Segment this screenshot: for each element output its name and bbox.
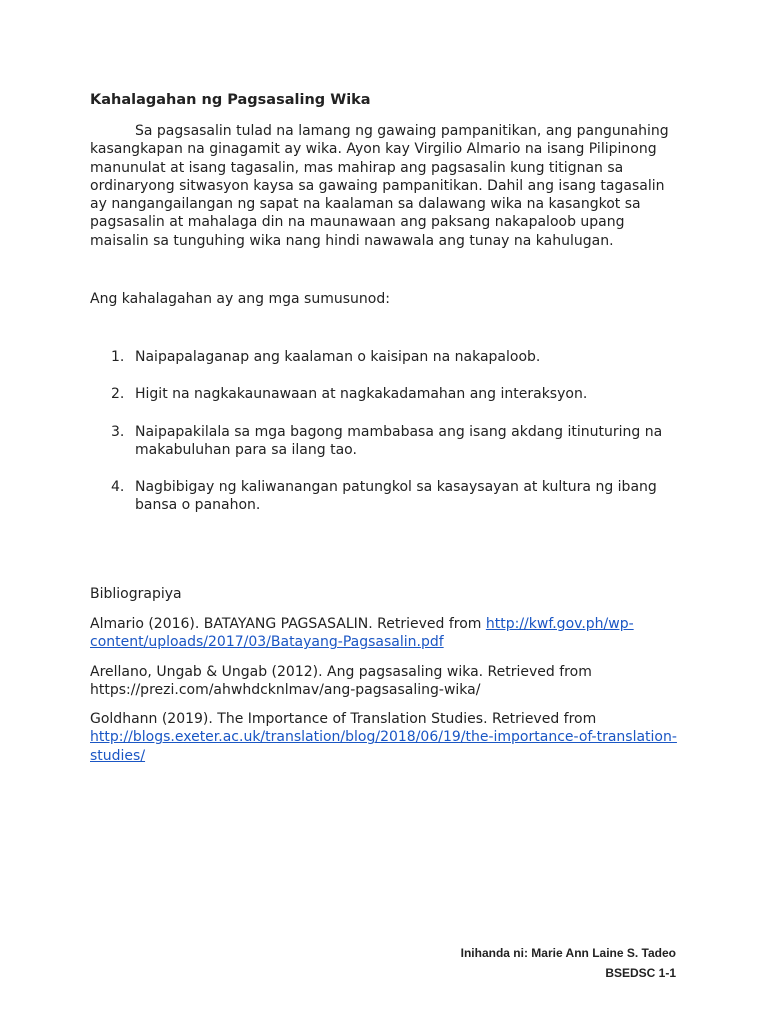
list-item-text: Nagbibigay ng kaliwanangan patungkol sa kasaysayan at kultura ng ibang bansa o panahon. (135, 479, 657, 514)
list-item (90, 385, 680, 403)
list-item-text: Higit na nagkakaunawaan at nagkakadamahan ang interaksyon. (135, 386, 588, 403)
list-item (90, 348, 680, 366)
intro-paragraph: Sa pagsasalin tulad na lamang ng gawaing pampanitikan, ang pangunahing kasangkapan na ginagamit ay wika. Ayon kay Virgilio Almario na isang Pilipinong manunulat at isang tagasalin, mas mahirap ang pagsasalin kung titignan sa ordinaryong sitwasyon kaysa sa gawaing pampanitikan. Dahil ang isang tagasalin ay nangangailangan ng sapat na kaalaman sa dalawang wika na kasangkot sa pagsasalin at mahalaga din na maunawaan ang paksang nakapaloob upang maisalin sa tunguhing wika nang hindi nawawala ang tunay na kahulugan. (90, 123, 669, 249)
prepared-by: Inihanda ni: Marie Ann Laine S. Tadeo (460, 946, 676, 960)
bibliography-heading: Bibliograpiya (90, 586, 182, 602)
list-item-text: Naipapalaganap ang kaalaman o kaisipan na nakapaloob. (135, 349, 541, 365)
reference-text: Goldhann (2019). The Importance of Translation Studies. Retrieved from (90, 711, 597, 728)
document-title: Kahalagahan ng Pagsasaling Wika (90, 92, 371, 108)
reference-text: Arellano, Ungab & Ungab (2012). Ang pagsasaling wika. Retrieved from https://prezi.com/ahwhdcknlmav/ang-pagsasaling-wika/ (90, 663, 592, 698)
reference-text: Almario (2016). BATAYANG PAGSASALIN. Retrieved from (90, 616, 486, 632)
list-item (90, 478, 680, 515)
reference-entry (90, 615, 680, 652)
author-block (461, 943, 676, 983)
reference-link[interactable]: http://blogs.exeter.ac.uk/translation/blog/2018/06/19/the-importance-of-translation-studies/ (90, 729, 677, 764)
importance-list (90, 348, 680, 534)
reference-link[interactable]: http://kwf.gov.ph/wp-content/uploads/2017/03/Batayang-Pagsasalin.pdf (90, 616, 634, 651)
reference-entry (90, 710, 680, 765)
section-label: BSEDSC 1-1 (605, 966, 676, 980)
list-item-number: 4. (111, 479, 125, 496)
list-item (90, 423, 680, 460)
bibliography-list (90, 615, 680, 776)
list-intro: Ang kahalagahan ay ang mga sumusunod: (90, 291, 390, 307)
list-item-text: Naipapakilala sa mga bagong mambabasa ang isang akdang itinuturing na makabuluhan para sa ilang tao. (135, 423, 663, 458)
list-item-number: 3. (111, 423, 125, 440)
list-item-number: 2. (111, 386, 125, 403)
list-item-number: 1. (111, 349, 125, 365)
reference-entry (90, 663, 680, 700)
